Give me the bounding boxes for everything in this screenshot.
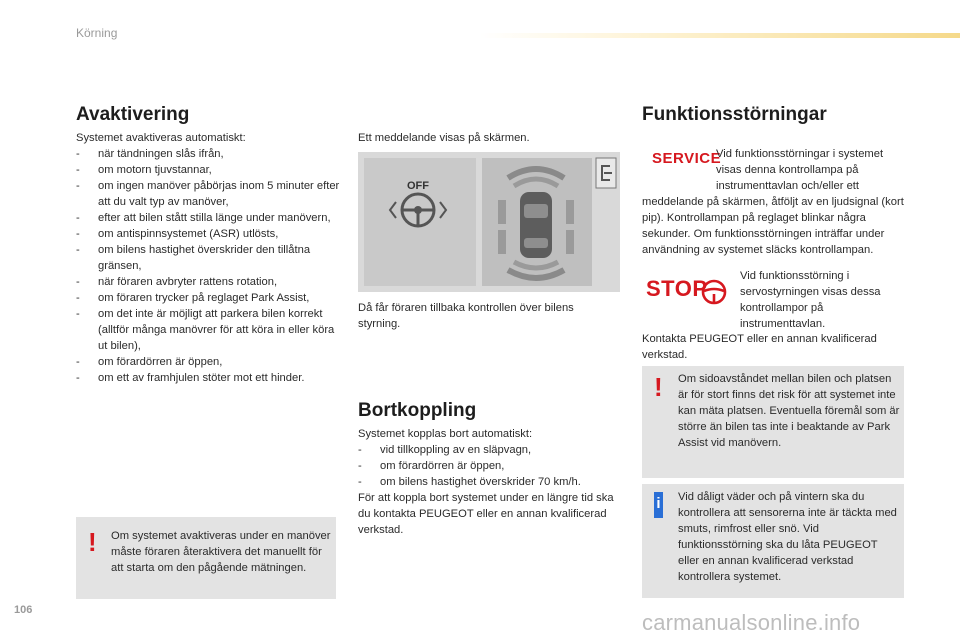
list-item: - om bilens hastighet överskrider 70 km/h. [358, 474, 620, 490]
bortkoppling-body [358, 426, 620, 538]
park-assist-exit-icon [596, 158, 616, 188]
stop-warning-lamp-icon [646, 276, 728, 310]
watermark: carmanualsonline.info [642, 610, 861, 635]
avaktivering-intro: Systemet avaktiveras automatiskt: [76, 132, 246, 144]
bortkoppling-heading: Bortkoppling [358, 400, 477, 421]
stop-text: Vid funktionsstörning i servostyrningen visas dessa kontrollampor på instrumenttavlan. [740, 270, 881, 330]
list-item: - om ingen manöver påbörjas inom 5 minuter efter att du valt typ av manöver, [76, 178, 340, 210]
bortkoppling-list [358, 442, 620, 490]
stop-label: STOP [646, 276, 708, 301]
info-icon: i [654, 492, 663, 518]
avaktivering-warning-text: Om systemet avaktiveras under en manöver måste föraren återaktivera det manuellt för att starta om den pågående mätningen. [111, 530, 331, 574]
park-assist-screen-illustration [358, 152, 620, 292]
steering-wheel-warning-icon [700, 278, 728, 306]
list-item: - om föraren trycker på reglaget Park Assist, [76, 290, 340, 306]
page-number: 106 [14, 604, 33, 616]
funktion-info-text: Vid dåligt väder och på vintern ska du kontrollera att sensorerna inte är täckta med smuts, rimfrost eller snö. Vid funktionsstörning ska du låta PEUGEOT eller en annan kvalificerad verkstad kontrollera systemet. [678, 491, 897, 583]
service-text-block [642, 146, 904, 258]
list-item: - om motorn tjuvstannar, [76, 162, 340, 178]
list-item: - vid tillkoppling av en släpvagn, [358, 442, 620, 458]
warning-icon: ! [654, 372, 663, 402]
funktion-warning-box [642, 366, 904, 478]
avaktivering-list [76, 146, 340, 386]
funktionsstorningar-heading: Funktionsstörningar [642, 104, 827, 125]
list-item: - om ett av framhjulen stöter mot ett hinder. [76, 370, 340, 386]
header-accent-bar [480, 33, 960, 38]
screen-message-text: Ett meddelande visas på skärmen. [358, 132, 530, 144]
list-item: - om förardörren är öppen, [76, 354, 340, 370]
warning-icon: ! [88, 527, 97, 557]
after-text: Då får föraren tillbaka kontrollen över bilens styrning. [358, 302, 574, 330]
avaktivering-warning-box [76, 517, 336, 599]
list-item: - när föraren avbryter rattens rotation, [76, 274, 340, 290]
funktion-warning-text: Om sidoavståndet mellan bilen och platsen är för stort finns det risk för att systemet inte kan mäta platsen. Eventuella föremål som är större än bilen tas inte i beaktande av Park Assist vid manövern. [678, 373, 900, 449]
avaktivering-body [76, 130, 340, 386]
funktion-info-box [642, 484, 904, 598]
avaktivering-heading: Avaktivering [76, 104, 190, 125]
off-label: OFF [407, 180, 429, 192]
contact-text: Kontakta PEUGEOT eller en annan kvalificerad verkstad. [642, 333, 877, 361]
list-item: - om det inte är möjligt att parkera bilen korrekt (alltför många manövrer för att köra in eller köra ut bilen), [76, 306, 340, 354]
list-item: - om förardörren är öppen, [358, 458, 620, 474]
list-item: - om antispinnsystemet (ASR) utlösts, [76, 226, 340, 242]
bortkoppling-after: För att koppla bort systemet under en längre tid ska du kontakta PEUGEOT eller en annan kvalificerad verkstad. [358, 492, 614, 536]
service-label: SERVICE [652, 150, 722, 167]
section-title: Körning [76, 26, 118, 40]
bortkoppling-intro: Systemet kopplas bort automatiskt: [358, 428, 533, 440]
service-text: Vid funktionsstörningar i systemet visas denna kontrollampa på instrumenttavlan och/eller ett meddelande på skärmen, åtföljt av en ljudsignal (kort pip). Kontrollampan på reglaget blinkar några sekunder. Om funktionsstörningen inträffar under användning av systemet släcks kontrollampan. [642, 148, 904, 256]
list-item: - efter att bilen stått stilla länge under manövern, [76, 210, 340, 226]
list-item: - om bilens hastighet överskrider den tillåtna gränsen, [76, 242, 340, 274]
list-item: - när tändningen slås ifrån, [76, 146, 340, 162]
